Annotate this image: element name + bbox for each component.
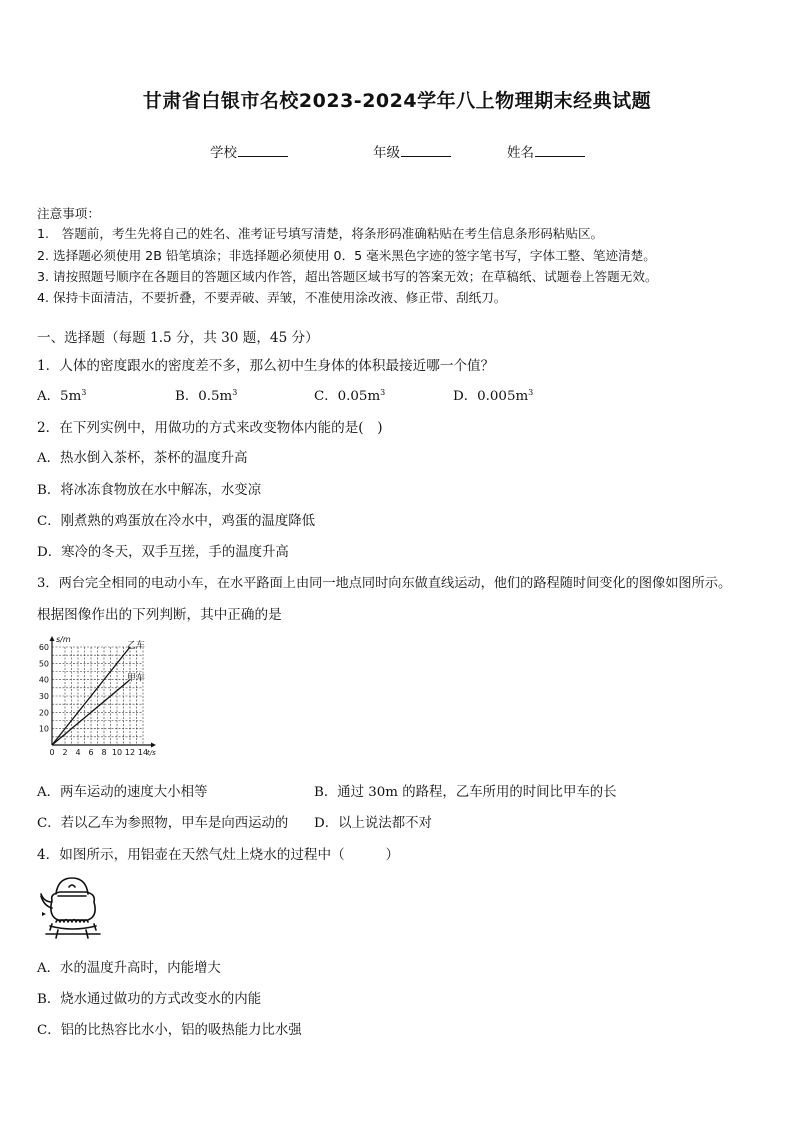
distance-time-chart [30, 633, 170, 763]
q1-option-c: C．$0.05m^3$ [314, 388, 386, 404]
section-heading: 一、选择题（每题 1.5 分，共 30 题，45 分） [37, 330, 319, 346]
x-tick-label: 8 [101, 748, 107, 757]
q4-option-c: C．铝的比热容比水小，铝的吸热能力比水强 [37, 1023, 302, 1038]
notice-item: 3. 请按照题号顺序在各题目的答题区域内作答，超出答题区域书写的答案无效；在草稿纸、试题卷上答题无效。 [37, 269, 658, 284]
question-4-stem: 4．如图所示，用铝壶在天然气灶上烧水的过程中（ ） [37, 847, 400, 863]
grade-blank [401, 144, 451, 157]
x-tick-label: 6 [88, 748, 94, 757]
q2-option-b: B．将冰冻食物放在水中解冻，水变凉 [37, 483, 262, 498]
school-field [210, 141, 288, 161]
school-label: 学校 [210, 145, 237, 161]
q2-option-d: D．寒冷的冬天，双手互搓，手的温度升高 [37, 545, 289, 560]
kettle-on-stove-image [38, 872, 108, 942]
q1-option-a: A．$5m^3$ [37, 388, 87, 404]
q1-option-b: B．$0.5m^3$ [175, 388, 238, 404]
y-tick-label: 60 [38, 643, 49, 652]
q2-option-c: C．刚煮熟的鸡蛋放在冷水中，鸡蛋的温度降低 [37, 514, 316, 529]
q3-option-a: A．两车运动的速度大小相等 [37, 785, 208, 800]
name-blank [535, 144, 585, 157]
page-title: 甘肃省白银市名校2023-2024学年八上物理期末经典试题 [142, 90, 652, 112]
notice-heading: 注意事项： [37, 206, 100, 221]
name-field [507, 141, 585, 161]
q1-option-d: D．$0.005m^3$ [453, 388, 534, 404]
notice-item: 4. 保持卡面清洁，不要折叠，不要弄破、弄皱，不准使用涂改液、修正带、刮纸刀。 [37, 290, 507, 305]
question-3-stem: 3．两台完全相同的电动小车，在水平路面上由同一地点同时向东做直线运动，他们的路程随时间变化的图像如图所示。 [37, 576, 732, 591]
notice-item: 2. 选择题必须使用 2B 铅笔填涂；非选择题必须使用 0．5 毫米黑色字迹的签字笔书写，字体工整、笔迹清楚。 [37, 248, 656, 263]
x-axis-arrow [151, 743, 156, 748]
x-axis-label: t/s [147, 749, 156, 757]
q4-option-b: B．烧水通过做功的方式改变水的内能 [37, 992, 262, 1007]
q3-option-d: D．以上说法都不对 [314, 816, 432, 831]
x-tick-label: 10 [111, 748, 123, 757]
y-axis-label: s/m [56, 635, 71, 644]
q3-option-b: B．通过 30m 的路程，乙车所用的时间比甲车的长 [314, 785, 617, 800]
x-tick-label: 12 [124, 748, 136, 757]
question-2-stem: 2．在下列实例中，用做功的方式来改变物体内能的是( ) [37, 420, 383, 436]
x-tick-label: 14 [137, 748, 149, 757]
grade-field [373, 141, 451, 161]
y-axis-arrow [50, 636, 55, 641]
q3-option-c: C．若以乙车为参照物，甲车是向西运动的 [37, 816, 289, 831]
question-1-stem: 1．人体的密度跟水的密度差不多，那么初中生身体的体积最接近哪一个值？ [37, 358, 495, 374]
q2-option-a: A．热水倒入茶杯，茶杯的温度升高 [37, 451, 248, 466]
y-tick-label: 10 [38, 724, 49, 734]
school-blank [238, 144, 288, 157]
y-tick-label: 30 [38, 692, 49, 701]
series-label: 乙车 [127, 641, 146, 651]
y-tick-label: 40 [38, 675, 49, 685]
x-tick-label: 4 [75, 748, 81, 757]
y-tick-label: 20 [38, 708, 49, 718]
series-label: 甲车 [127, 673, 146, 684]
x-tick-label: 2 [62, 748, 68, 757]
question-3-stem-cont: 根据图像作出的下列判断，其中正确的是 [37, 607, 282, 623]
x-tick-label: 0 [49, 748, 55, 757]
y-tick-label: 50 [38, 659, 49, 669]
notice-item: 1. 答题前，考生先将自己的姓名、准考证号填写清楚，将条形码准确粘贴在考生信息条形码粘贴区。 [37, 226, 604, 241]
grade-label: 年级 [373, 145, 400, 161]
name-label: 姓名 [507, 145, 534, 161]
q4-option-a: A．水的温度升高时，内能增大 [37, 961, 221, 976]
